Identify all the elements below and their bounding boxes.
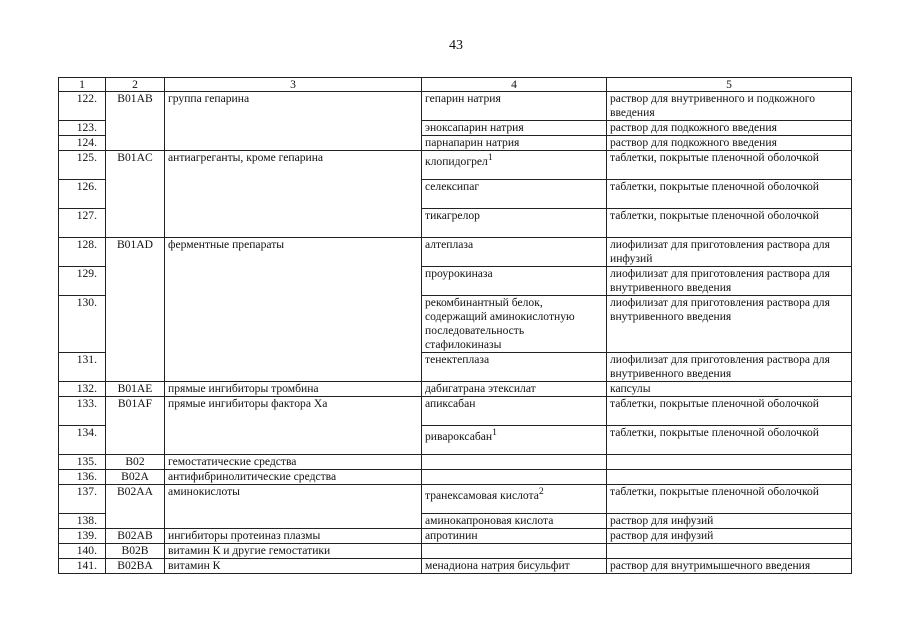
dosage-form: таблетки, покрытые пленочной оболочкой <box>607 426 852 455</box>
dosage-form: таблетки, покрытые пленочной оболочкой <box>607 485 852 514</box>
table-row <box>59 470 852 485</box>
footnote-mark: 1 <box>492 427 497 438</box>
atc-code: B02BA <box>106 559 165 574</box>
dosage-form: раствор для внутривенного и подкожного введения <box>607 92 852 121</box>
atc-code: B01AD <box>106 238 165 382</box>
dosage-form: таблетки, покрытые пленочной оболочкой <box>607 209 852 238</box>
row-number: 125. <box>59 151 106 180</box>
drug-name: рекомбинантный белок, содержащий аминокислотную последовательность стафилокиназы <box>422 296 607 353</box>
group-name: витамин К <box>165 559 422 574</box>
drug-name: селексипаг <box>422 180 607 209</box>
atc-code: B01AB <box>106 92 165 151</box>
row-number: 132. <box>59 382 106 397</box>
table-row <box>59 544 852 559</box>
atc-code: B01AC <box>106 151 165 238</box>
atc-code: B02B <box>106 544 165 559</box>
row-number: 127. <box>59 209 106 238</box>
dosage-form: лиофилизат для приготовления раствора для инфузий <box>607 238 852 267</box>
header-row <box>59 78 852 92</box>
drug-name: аминокапроновая кислота <box>422 514 607 529</box>
row-number: 140. <box>59 544 106 559</box>
drug-table <box>58 77 852 574</box>
dosage-form: таблетки, покрытые пленочной оболочкой <box>607 180 852 209</box>
group-name: ингибиторы протеиназ плазмы <box>165 529 422 544</box>
drug-name: тикагрелор <box>422 209 607 238</box>
dosage-form: раствор для подкожного введения <box>607 121 852 136</box>
drug-name: гепарин натрия <box>422 92 607 121</box>
drug-name: апротинин <box>422 529 607 544</box>
table-row <box>59 382 852 397</box>
column-header: 2 <box>106 78 165 92</box>
table-row <box>59 529 852 544</box>
row-number: 126. <box>59 180 106 209</box>
drug-name: проурокиназа <box>422 267 607 296</box>
atc-code: B02 <box>106 455 165 470</box>
row-number: 141. <box>59 559 106 574</box>
row-number: 137. <box>59 485 106 514</box>
table-row <box>59 92 852 121</box>
drug-name <box>422 426 607 455</box>
drug-name: алтеплаза <box>422 238 607 267</box>
dosage-form: лиофилизат для приготовления раствора для внутривенного введения <box>607 267 852 296</box>
atc-code: B02AA <box>106 485 165 529</box>
dosage-form <box>607 544 852 559</box>
group-name: ферментные препараты <box>165 238 422 382</box>
group-name: прямые ингибиторы фактора Xa <box>165 397 422 455</box>
drug-name <box>422 151 607 180</box>
group-name: гемостатические средства <box>165 455 422 470</box>
table-row <box>59 151 852 180</box>
row-number: 122. <box>59 92 106 121</box>
dosage-form: раствор для подкожного введения <box>607 136 852 151</box>
atc-code: B01AE <box>106 382 165 397</box>
dosage-form: лиофилизат для приготовления раствора для внутривенного введения <box>607 296 852 353</box>
column-header: 3 <box>165 78 422 92</box>
row-number: 139. <box>59 529 106 544</box>
drug-name-text: ривароксабан <box>425 429 493 443</box>
table-row <box>59 559 852 574</box>
row-number: 128. <box>59 238 106 267</box>
drug-name: тенектеплаза <box>422 353 607 382</box>
row-number: 131. <box>59 353 106 382</box>
group-name: витамин К и другие гемостатики <box>165 544 422 559</box>
row-number: 123. <box>59 121 106 136</box>
drug-name: менадиона натрия бисульфит <box>422 559 607 574</box>
dosage-form <box>607 470 852 485</box>
row-number: 124. <box>59 136 106 151</box>
table-row <box>59 238 852 267</box>
drug-name: дабигатрана этексилат <box>422 382 607 397</box>
drug-name: эноксапарин натрия <box>422 121 607 136</box>
group-name: антиагреганты, кроме гепарина <box>165 151 422 238</box>
atc-code: B02AB <box>106 529 165 544</box>
page-number: 43 <box>449 38 463 53</box>
dosage-form: раствор для внутримышечного введения <box>607 559 852 574</box>
column-header: 5 <box>607 78 852 92</box>
row-number: 136. <box>59 470 106 485</box>
group-name: группа гепарина <box>165 92 422 151</box>
atc-code: B01AF <box>106 397 165 455</box>
group-name: антифибринолитические средства <box>165 470 422 485</box>
table-row <box>59 455 852 470</box>
row-number: 135. <box>59 455 106 470</box>
row-number: 130. <box>59 296 106 353</box>
column-header: 1 <box>59 78 106 92</box>
footnote-mark: 1 <box>487 152 493 163</box>
group-name: аминокислоты <box>165 485 422 529</box>
dosage-form: таблетки, покрытые пленочной оболочкой <box>607 151 852 180</box>
column-header: 4 <box>422 78 607 92</box>
row-number: 138. <box>59 514 106 529</box>
row-number: 133. <box>59 397 106 426</box>
group-name: прямые ингибиторы тромбина <box>165 382 422 397</box>
drug-name <box>422 455 607 470</box>
atc-code: B02A <box>106 470 165 485</box>
dosage-form: капсулы <box>607 382 852 397</box>
drug-name-text: транексамовая кислота <box>425 488 539 502</box>
drug-name: парнапарин натрия <box>422 136 607 151</box>
drug-name: апиксабан <box>422 397 607 426</box>
dosage-form: раствор для инфузий <box>607 514 852 529</box>
table-row <box>59 397 852 426</box>
dosage-form: таблетки, покрытые пленочной оболочкой <box>607 397 852 426</box>
dosage-form <box>607 455 852 470</box>
footnote-mark: 2 <box>538 486 544 497</box>
dosage-form: раствор для инфузий <box>607 529 852 544</box>
row-number: 129. <box>59 267 106 296</box>
table-row <box>59 485 852 514</box>
row-number: 134. <box>59 426 106 455</box>
drug-name <box>422 544 607 559</box>
dosage-form: лиофилизат для приготовления раствора для внутривенного введения <box>607 353 852 382</box>
drug-name <box>422 485 607 514</box>
drug-name-text: клопидогрел <box>425 154 488 168</box>
drug-name <box>422 470 607 485</box>
